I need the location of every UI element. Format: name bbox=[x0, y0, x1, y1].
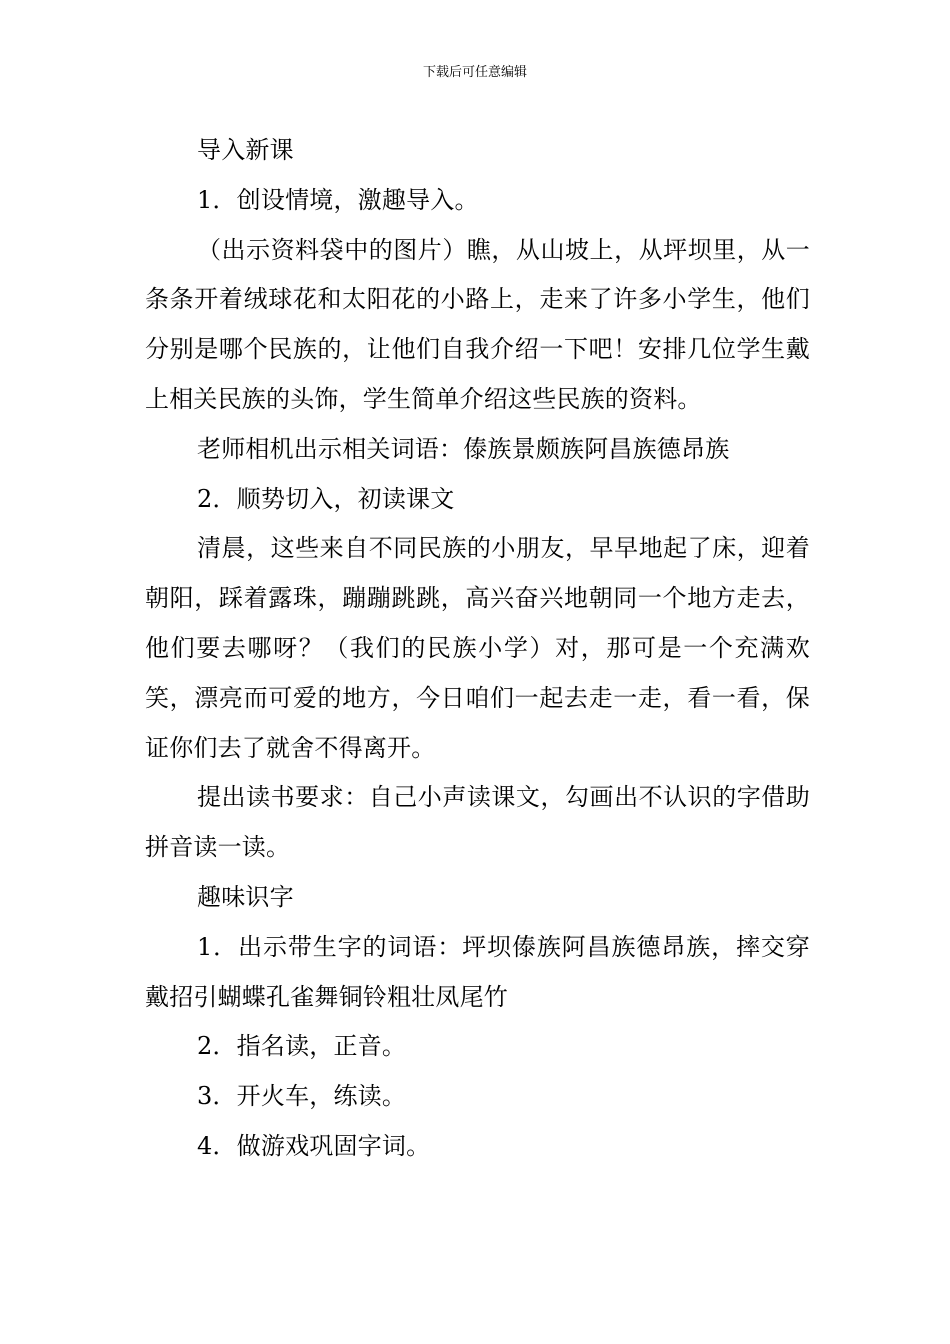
paragraph-literacy-step-3: 3．开火车，练读。 bbox=[197, 1082, 407, 1111]
paragraph-step-2: 2．顺势切入，初读课文 bbox=[197, 484, 455, 513]
paragraph-literacy-step-4: 4．做游戏巩固字词。 bbox=[197, 1131, 431, 1160]
section-heading-intro: 导入新课 bbox=[197, 136, 294, 164]
paragraph-scene-description: （出示资料袋中的图片）瞧，从山坡上，从坪坝里，从一条条开着绒球花和太阳花的小路上，走来了许多小学生，他们分别是哪个民族的，让他们自我介绍一下吧！安排几位学生戴上相关民族的头饰，学生简单介绍这些民族的资料。 bbox=[145, 235, 810, 413]
paragraph-literacy-step-1: 1．出示带生字的词语：坪坝傣族阿昌族德昂族，摔交穿戴招引蝴蝶孔雀舞铜铃粗壮凤尾竹 bbox=[145, 932, 810, 1011]
section-heading-literacy: 趣味识字 bbox=[197, 882, 294, 911]
paragraph-morning-story: 清晨，这些来自不同民族的小朋友，早早地起了床，迎着朝阳，踩着露珠，蹦蹦跳跳，高兴奋兴地朝同一个地方走去，他们要去哪呀？（我们的民族小学）对，那可是一个充满欢笑，漂亮而可爱的地方，今日咱们一起去走一走，看一看，保证你们去了就舍不得离开。 bbox=[145, 534, 810, 762]
paragraph-literacy-step-2: 2．指名读，正音。 bbox=[197, 1032, 407, 1061]
document-body bbox=[145, 126, 810, 1172]
paragraph-step-1: 1．创设情境，激趣导入。 bbox=[197, 185, 479, 214]
paragraph-vocabulary: 老师相机出示相关词语：傣族景颇族阿昌族德昂族 bbox=[197, 434, 730, 463]
page-header-note: 下载后可任意编辑 bbox=[422, 65, 527, 80]
paragraph-reading-requirement: 提出读书要求：自己小声读课文，勾画出不认识的字借助拼音读一读。 bbox=[145, 783, 810, 862]
